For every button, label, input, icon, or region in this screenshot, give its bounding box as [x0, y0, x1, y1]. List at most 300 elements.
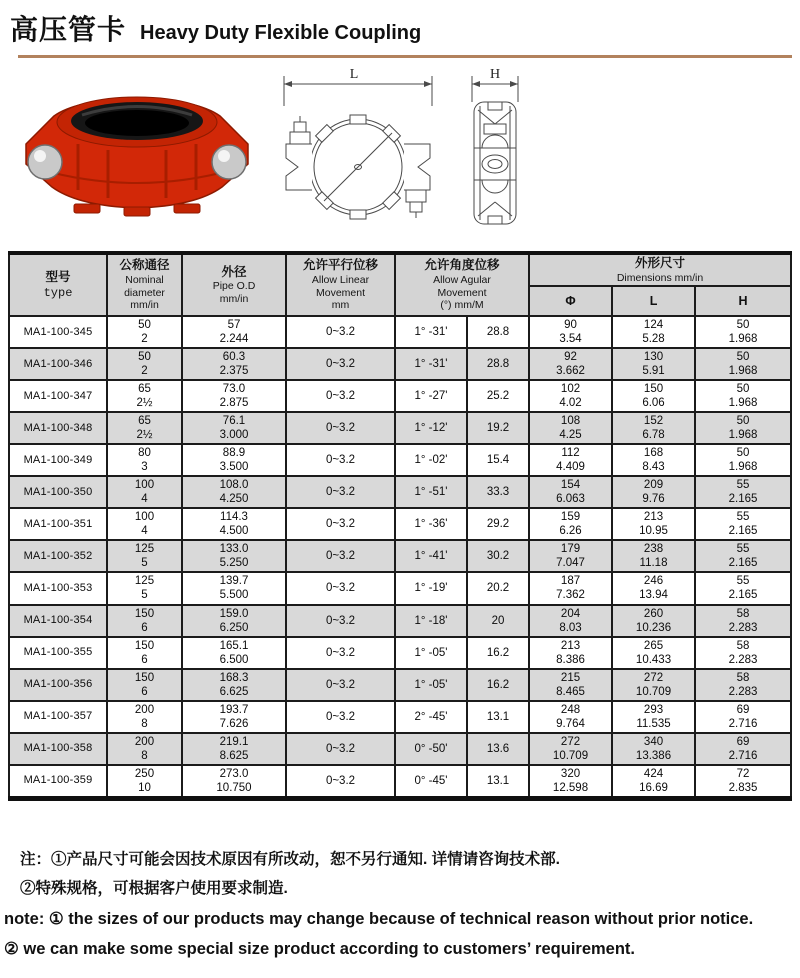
- value-mm: 204: [560, 607, 581, 620]
- value-in: 4.409: [556, 461, 585, 474]
- value-in: 11.18: [639, 557, 668, 570]
- value-mm: 50: [736, 351, 750, 364]
- bolt-left-highlight: [34, 150, 46, 162]
- value-mm: 193.7: [219, 703, 249, 716]
- header-linear-en1: Allow Linear: [311, 274, 370, 287]
- value-mm: 168: [643, 447, 664, 460]
- cell-h: [695, 540, 791, 572]
- value-mm: 55: [736, 479, 750, 492]
- cell-type: MA1-100-357: [9, 701, 107, 733]
- table-row: [9, 444, 791, 476]
- cell-h: [695, 444, 791, 476]
- header-linear-movement: [286, 253, 395, 316]
- cell-l: [612, 476, 695, 508]
- cell-linear: 0~3.2: [286, 540, 395, 572]
- value-mm: 213: [560, 639, 581, 652]
- cell-l: [612, 572, 695, 604]
- value-mm: 159: [560, 511, 581, 524]
- value-mm: 50: [138, 351, 151, 364]
- dim-label-l: L: [349, 67, 359, 82]
- note-en-text2: ② we can make some special size product according to customers’ requirement.: [4, 940, 636, 959]
- value-mm: 125: [134, 575, 155, 588]
- value-mm: 58: [736, 607, 750, 620]
- value-in: 9.76: [642, 493, 665, 506]
- cell-type: MA1-100-353: [9, 572, 107, 604]
- cell-angle: 1° -51': [395, 476, 467, 508]
- value-in: 6.06: [642, 397, 665, 410]
- value-mm: 108.0: [219, 479, 249, 492]
- value-in: 10.709: [552, 749, 589, 762]
- cell-nominal: [107, 412, 182, 444]
- value-in: 2.835: [728, 781, 758, 794]
- value-mm: 179: [560, 543, 581, 556]
- bottom-lug-left: [74, 204, 100, 213]
- arrowhead-right: [510, 81, 518, 87]
- spec-table-rows: [9, 316, 791, 798]
- cell-mm_m: 13.1: [467, 765, 529, 799]
- dim-label-h: H: [489, 67, 501, 82]
- header-dim-l: L: [612, 286, 695, 316]
- cell-nominal: [107, 380, 182, 412]
- cell-h: [695, 701, 791, 733]
- cell-l: [612, 444, 695, 476]
- cell-type: MA1-100-355: [9, 637, 107, 669]
- header-type-zh: 型号: [45, 270, 71, 285]
- value-in: 4.02: [559, 397, 582, 410]
- header-nominal-en1: Nominal: [125, 274, 164, 287]
- value-mm: 88.9: [222, 447, 246, 460]
- header-nominal: [107, 253, 182, 316]
- value-mm: 219.1: [219, 735, 249, 748]
- cell-l: [612, 316, 695, 348]
- cell-nominal: [107, 444, 182, 476]
- value-mm: 250: [134, 767, 155, 780]
- cell-od: [182, 765, 286, 799]
- cell-type: MA1-100-350: [9, 476, 107, 508]
- value-mm: 159.0: [219, 607, 249, 620]
- cell-h: [695, 316, 791, 348]
- value-in: 2.165: [728, 557, 758, 570]
- value-mm: 108: [560, 415, 581, 428]
- note-en-line2: [4, 934, 800, 965]
- value-mm: 272: [560, 735, 581, 748]
- value-in: 8.465: [556, 685, 585, 698]
- cell-angle: 2° -45': [395, 701, 467, 733]
- value-in: 6.500: [219, 653, 249, 666]
- bottom-lug-center: [124, 207, 150, 216]
- value-in: 16.69: [639, 781, 668, 794]
- value-mm: 65: [138, 383, 151, 396]
- cell-l: [612, 348, 695, 380]
- value-in: 8.386: [556, 653, 585, 666]
- cell-type: MA1-100-348: [9, 412, 107, 444]
- value-in: 6.063: [556, 493, 585, 506]
- value-in: 4.500: [219, 525, 249, 538]
- cell-od: [182, 733, 286, 765]
- value-mm: 320: [560, 767, 581, 780]
- value-mm: 130: [643, 351, 664, 364]
- cell-mm_m: 16.2: [467, 669, 529, 701]
- cell-l: [612, 669, 695, 701]
- cell-angle: 1° -36': [395, 508, 467, 540]
- value-in: 8.625: [219, 749, 249, 762]
- value-in: 2.283: [728, 653, 758, 666]
- value-mm: 90: [564, 319, 577, 332]
- cell-l: [612, 733, 695, 765]
- page-title: [0, 0, 800, 48]
- value-mm: 124: [643, 319, 664, 332]
- value-mm: 154: [560, 479, 581, 492]
- cell-nominal: [107, 701, 182, 733]
- cell-phi: [529, 701, 612, 733]
- value-mm: 150: [134, 639, 155, 652]
- cell-phi: [529, 669, 612, 701]
- cell-type: MA1-100-347: [9, 380, 107, 412]
- value-in: 7.362: [556, 589, 585, 602]
- value-mm: 69: [736, 735, 750, 748]
- header-angular-movement: [395, 253, 529, 316]
- value-mm: 50: [736, 383, 750, 396]
- value-in: 9.764: [556, 717, 585, 730]
- cell-phi: [529, 316, 612, 348]
- value-in: 5.500: [219, 589, 249, 602]
- value-mm: 200: [134, 703, 155, 716]
- cell-angle: 1° -31': [395, 316, 467, 348]
- value-in: 6.78: [642, 429, 665, 442]
- table-row: [9, 348, 791, 380]
- coupling-photo: [12, 70, 262, 235]
- cell-od: [182, 669, 286, 701]
- cell-type: MA1-100-346: [9, 348, 107, 380]
- header-linear-zh: 允许平行位移: [302, 258, 378, 273]
- cell-od: [182, 412, 286, 444]
- value-mm: 248: [560, 703, 581, 716]
- value-mm: 58: [736, 671, 750, 684]
- cell-phi: [529, 476, 612, 508]
- cell-nominal: [107, 733, 182, 765]
- cell-nominal: [107, 316, 182, 348]
- value-mm: 293: [643, 703, 664, 716]
- cell-mm_m: 33.3: [467, 476, 529, 508]
- cell-nominal: [107, 476, 182, 508]
- value-mm: 260: [643, 607, 664, 620]
- cell-angle: 0° -50': [395, 733, 467, 765]
- note-zh-line1: [20, 845, 800, 874]
- cell-phi: [529, 412, 612, 444]
- cell-nominal: [107, 540, 182, 572]
- value-in: 10: [138, 781, 151, 794]
- header-nominal-en2: diameter: [124, 286, 165, 299]
- value-mm: 150: [134, 607, 155, 620]
- page-title-zh: 高压管卡: [10, 14, 127, 45]
- value-in: 2.375: [219, 365, 249, 378]
- value-in: 4: [141, 493, 148, 506]
- value-in: 3.662: [556, 365, 585, 378]
- cell-mm_m: 20: [467, 605, 529, 637]
- cell-angle: 1° -41': [395, 540, 467, 572]
- value-in: 2.244: [219, 333, 249, 346]
- cell-phi: [529, 572, 612, 604]
- cell-l: [612, 765, 695, 799]
- cell-angle: 1° -19': [395, 572, 467, 604]
- value-in: 10.750: [216, 781, 252, 794]
- value-mm: 246: [643, 575, 664, 588]
- cell-phi: [529, 765, 612, 799]
- header-linear-en2: Movement: [315, 286, 366, 299]
- cell-linear: 0~3.2: [286, 476, 395, 508]
- value-mm: 238: [643, 543, 664, 556]
- value-in: 5: [141, 557, 148, 570]
- header-od-zh: 外径: [221, 264, 247, 279]
- value-mm: 340: [643, 735, 664, 748]
- value-in: 8.43: [642, 461, 665, 474]
- value-in: 2.716: [728, 749, 758, 762]
- table-row: [9, 669, 791, 701]
- value-mm: 73.0: [222, 383, 246, 396]
- value-in: 6: [141, 621, 148, 634]
- note-zh-text1: ①产品尺寸可能会因技术原因有所改动，恕不另行通知. 详情请咨询技术部.: [51, 850, 560, 868]
- value-mm: 133.0: [219, 543, 249, 556]
- cell-type: MA1-100-356: [9, 669, 107, 701]
- cell-mm_m: 16.2: [467, 637, 529, 669]
- value-in: 1.968: [728, 333, 758, 346]
- value-in: 7.626: [219, 717, 249, 730]
- value-in: 2½: [136, 397, 153, 410]
- value-mm: 424: [643, 767, 664, 780]
- value-in: 6: [141, 685, 148, 698]
- cell-phi: [529, 508, 612, 540]
- value-mm: 55: [736, 543, 750, 556]
- value-mm: 165.1: [219, 639, 249, 652]
- cell-h: [695, 476, 791, 508]
- value-mm: 50: [736, 319, 750, 332]
- value-mm: 60.3: [222, 351, 246, 364]
- arrowhead-left: [472, 81, 480, 87]
- table-row: [9, 765, 791, 799]
- header-type: [9, 253, 107, 316]
- note-en-label: note:: [4, 909, 45, 928]
- arrowhead-right: [424, 81, 432, 87]
- header-nominal-unit: mm/in: [130, 299, 159, 312]
- value-mm: 58: [736, 639, 750, 652]
- value-in: 6.26: [559, 525, 582, 538]
- header-dim-h: H: [695, 286, 791, 316]
- value-mm: 69: [736, 703, 750, 716]
- value-in: 2.165: [728, 525, 758, 538]
- cell-l: [612, 412, 695, 444]
- cell-phi: [529, 637, 612, 669]
- value-in: 2: [141, 333, 148, 346]
- value-in: 2.165: [728, 589, 758, 602]
- value-in: 4.25: [559, 429, 582, 442]
- table-row: [9, 637, 791, 669]
- value-in: 10.95: [639, 525, 668, 538]
- value-mm: 265: [643, 639, 664, 652]
- value-mm: 100: [134, 511, 155, 524]
- cell-od: [182, 637, 286, 669]
- cell-od: [182, 605, 286, 637]
- value-in: 2.875: [219, 397, 249, 410]
- cell-h: [695, 605, 791, 637]
- value-mm: 168.3: [219, 671, 249, 684]
- notes-block: [0, 845, 800, 965]
- cell-phi: [529, 380, 612, 412]
- cell-nominal: [107, 348, 182, 380]
- cell-type: MA1-100-359: [9, 765, 107, 799]
- value-mm: 50: [736, 415, 750, 428]
- value-in: 1.968: [728, 365, 758, 378]
- cell-h: [695, 572, 791, 604]
- front-view-drawing: [276, 62, 440, 242]
- value-in: 4: [141, 525, 148, 538]
- cell-od: [182, 701, 286, 733]
- cell-h: [695, 380, 791, 412]
- cell-angle: 1° -27': [395, 380, 467, 412]
- table-row: [9, 476, 791, 508]
- cell-od: [182, 316, 286, 348]
- side-view-drawing: [460, 62, 530, 242]
- cell-linear: 0~3.2: [286, 637, 395, 669]
- cell-nominal: [107, 605, 182, 637]
- value-in: 5.28: [642, 333, 665, 346]
- value-in: 12.598: [552, 781, 589, 794]
- value-in: 3.000: [219, 429, 249, 442]
- cell-phi: [529, 605, 612, 637]
- cell-angle: 1° -12': [395, 412, 467, 444]
- table-row: [9, 540, 791, 572]
- value-mm: 55: [736, 511, 750, 524]
- cell-linear: 0~3.2: [286, 316, 395, 348]
- cell-type: MA1-100-352: [9, 540, 107, 572]
- value-mm: 50: [736, 447, 750, 460]
- table-row: [9, 572, 791, 604]
- value-in: 2.165: [728, 493, 758, 506]
- value-mm: 92: [564, 351, 577, 364]
- value-mm: 273.0: [219, 767, 249, 780]
- cell-od: [182, 348, 286, 380]
- table-row: [9, 508, 791, 540]
- cell-angle: 1° -02': [395, 444, 467, 476]
- value-mm: 102: [560, 383, 581, 396]
- header-od-en: Pipe O.D: [212, 280, 256, 293]
- cell-l: [612, 637, 695, 669]
- cell-l: [612, 701, 695, 733]
- value-in: 13.94: [639, 589, 668, 602]
- table-row: [9, 605, 791, 637]
- note-zh-text2: ②特殊规格，可根据客户使用要求制造.: [20, 880, 288, 898]
- cell-nominal: [107, 669, 182, 701]
- left-bolt-bracket: [286, 116, 312, 190]
- value-in: 2.716: [728, 717, 758, 730]
- bolt-right-highlight: [218, 150, 230, 162]
- cell-l: [612, 508, 695, 540]
- value-in: 11.535: [636, 717, 671, 730]
- spec-table: [8, 251, 792, 801]
- cell-od: [182, 508, 286, 540]
- cell-angle: 1° -31': [395, 348, 467, 380]
- cell-phi: [529, 348, 612, 380]
- value-in: 8: [141, 717, 148, 730]
- header-nominal-zh: 公称通径: [119, 258, 170, 273]
- value-in: 2: [141, 365, 148, 378]
- cell-type: MA1-100-345: [9, 316, 107, 348]
- cell-mm_m: 19.2: [467, 412, 529, 444]
- value-in: 1.968: [728, 397, 758, 410]
- value-mm: 200: [134, 735, 155, 748]
- arrowhead-left: [284, 81, 292, 87]
- figures-strip: [0, 58, 800, 248]
- cell-od: [182, 540, 286, 572]
- header-angular-en2: Movement: [437, 286, 487, 299]
- value-mm: 215: [560, 671, 581, 684]
- value-mm: 209: [643, 479, 664, 492]
- value-mm: 139.7: [219, 575, 249, 588]
- bolt-left: [28, 145, 62, 179]
- cell-linear: 0~3.2: [286, 701, 395, 733]
- cell-h: [695, 348, 791, 380]
- header-linear-unit: mm: [331, 299, 350, 312]
- value-mm: 57: [227, 319, 241, 332]
- header-od: [182, 253, 286, 316]
- bottom-lug-right: [174, 204, 200, 213]
- value-mm: 80: [138, 447, 151, 460]
- gasket-bore: [85, 110, 189, 136]
- table-row: [9, 316, 791, 348]
- cell-linear: 0~3.2: [286, 765, 395, 799]
- value-in: 3.54: [559, 333, 582, 346]
- value-mm: 50: [138, 319, 151, 332]
- cell-od: [182, 444, 286, 476]
- value-in: 10.433: [635, 653, 672, 666]
- cell-mm_m: 13.1: [467, 701, 529, 733]
- cell-h: [695, 637, 791, 669]
- value-in: 10.709: [635, 685, 672, 698]
- value-mm: 65: [138, 415, 151, 428]
- value-mm: 213: [643, 511, 664, 524]
- table-row: [9, 701, 791, 733]
- value-in: 6.250: [219, 621, 249, 634]
- table-row: [9, 380, 791, 412]
- bolt-right: [212, 145, 246, 179]
- value-mm: 125: [134, 543, 155, 556]
- note-en-line1: [4, 904, 800, 935]
- cell-mm_m: 30.2: [467, 540, 529, 572]
- cell-h: [695, 765, 791, 799]
- header-od-unit: mm/in: [219, 292, 249, 305]
- value-mm: 55: [736, 575, 750, 588]
- cell-mm_m: 28.8: [467, 348, 529, 380]
- cell-nominal: [107, 637, 182, 669]
- cell-phi: [529, 540, 612, 572]
- cell-mm_m: 15.4: [467, 444, 529, 476]
- cell-l: [612, 380, 695, 412]
- cell-mm_m: 13.6: [467, 733, 529, 765]
- cell-linear: 0~3.2: [286, 605, 395, 637]
- cell-mm_m: 25.2: [467, 380, 529, 412]
- value-in: 2.283: [728, 621, 758, 634]
- cell-angle: 1° -18': [395, 605, 467, 637]
- cell-od: [182, 380, 286, 412]
- cell-angle: 1° -05': [395, 637, 467, 669]
- value-in: 5.250: [219, 557, 249, 570]
- cell-nominal: [107, 508, 182, 540]
- header-dims-zh: 外形尺寸: [635, 256, 686, 270]
- value-in: 5: [141, 589, 148, 602]
- header-angular-unit: (°) mm/M: [440, 299, 484, 312]
- table-row: [9, 733, 791, 765]
- cell-l: [612, 540, 695, 572]
- header-dim-phi: Φ: [529, 286, 612, 316]
